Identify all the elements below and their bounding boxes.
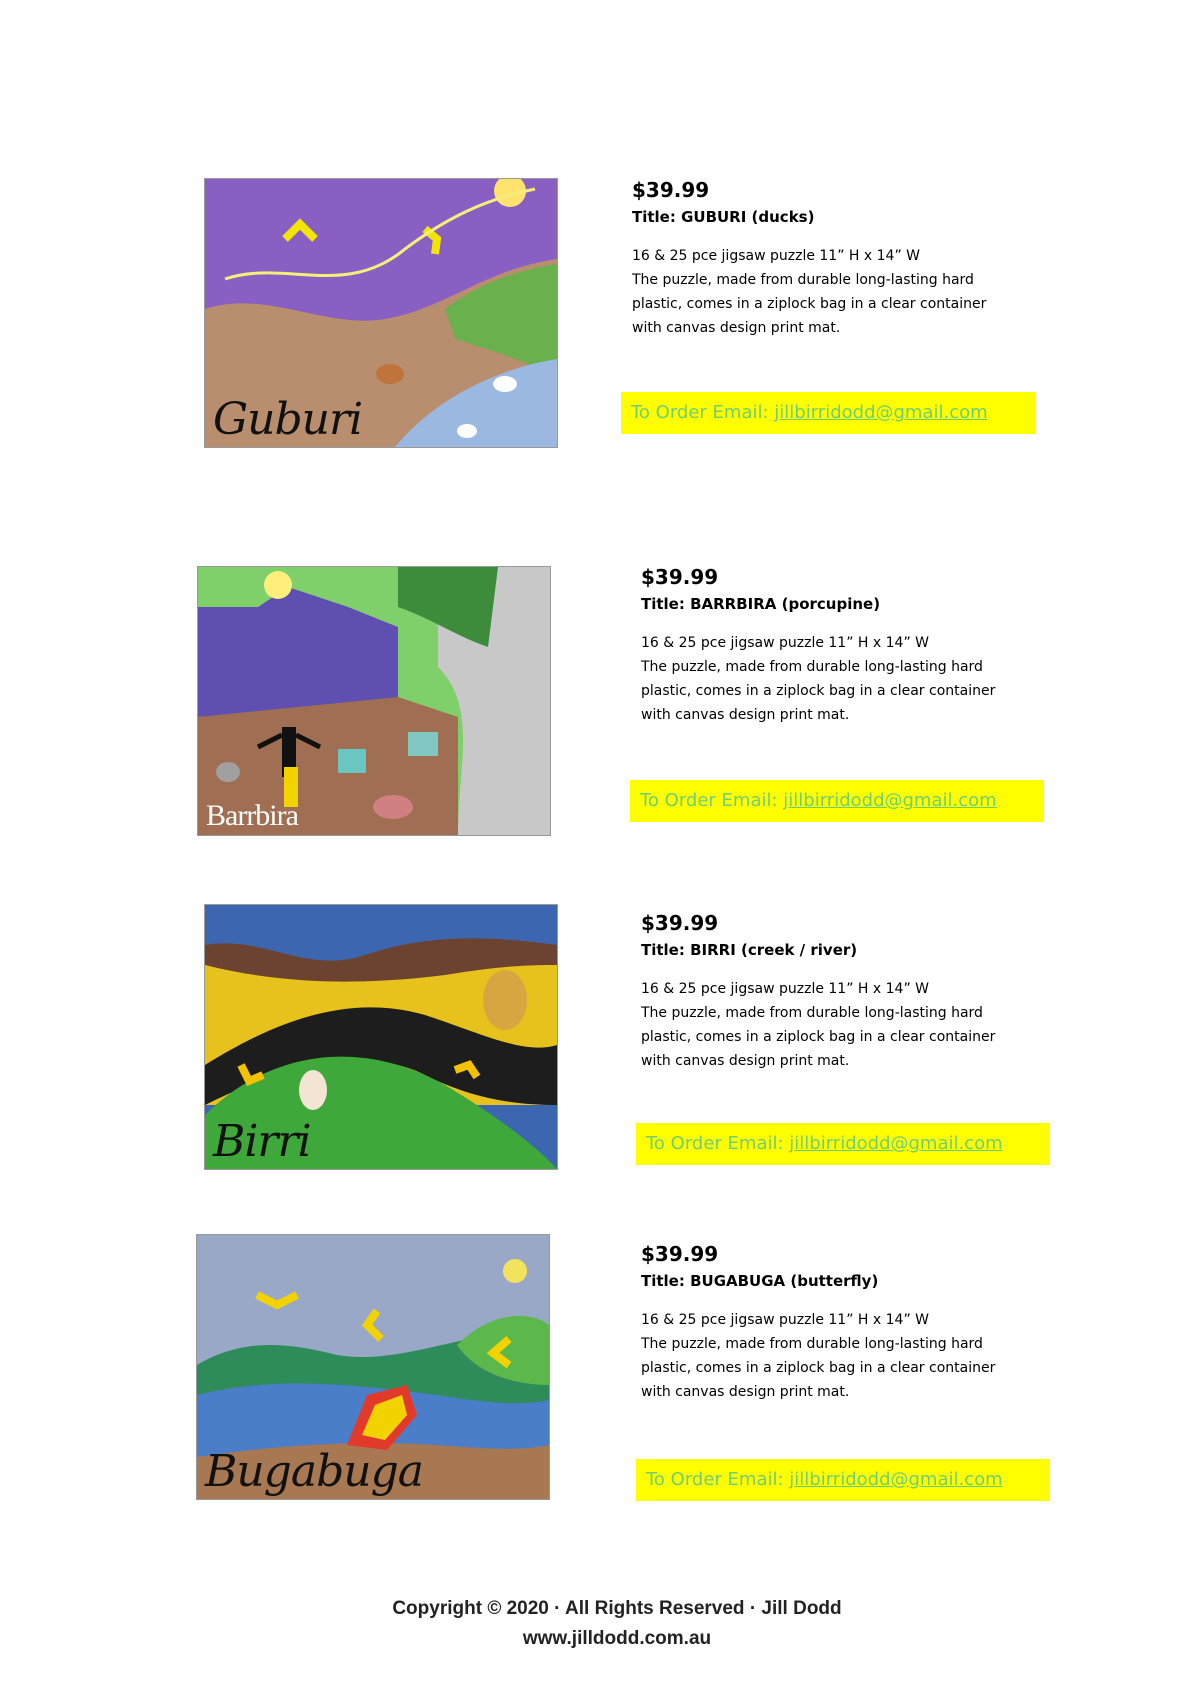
price: $39.99 — [641, 911, 719, 935]
desc-line: plastic, comes in a ziplock bag in a clear container — [641, 1360, 996, 1376]
product-description — [641, 631, 1061, 727]
product-description — [632, 244, 1052, 340]
art-label: Guburi — [213, 394, 363, 445]
desc-line: The puzzle, made from durable long-lasting hard — [641, 659, 983, 675]
order-label: To Order Email: — [646, 1469, 784, 1490]
desc-line: with canvas design print mat. — [641, 1384, 850, 1400]
order-email-box — [636, 1459, 1050, 1501]
desc-line: plastic, comes in a ziplock bag in a clear container — [641, 683, 996, 699]
desc-line: 16 & 25 pce jigsaw puzzle 11” H x 14” W — [641, 635, 929, 651]
product-image-guburi — [204, 178, 558, 448]
product-image-barrbira — [197, 566, 551, 836]
desc-line: with canvas design print mat. — [641, 1053, 850, 1069]
barrbira-artwork — [198, 567, 550, 835]
desc-line: 16 & 25 pce jigsaw puzzle 11” H x 14” W — [641, 981, 929, 997]
email-link[interactable]: jillbirridodd@gmail.com — [774, 402, 988, 423]
desc-line: The puzzle, made from durable long-lasting hard — [632, 272, 974, 288]
product-description — [641, 1308, 1061, 1404]
product-info-bugabuga — [641, 1242, 1061, 1404]
product-title: Title: BARRBIRA (porcupine) — [641, 595, 881, 613]
desc-line: The puzzle, made from durable long-lasting hard — [641, 1005, 983, 1021]
desc-line: The puzzle, made from durable long-lasting hard — [641, 1336, 983, 1352]
desc-line: plastic, comes in a ziplock bag in a clear container — [632, 296, 987, 312]
desc-line: 16 & 25 pce jigsaw puzzle 11” H x 14” W — [641, 1312, 929, 1328]
price: $39.99 — [632, 178, 710, 202]
desc-line: with canvas design print mat. — [641, 707, 850, 723]
order-email-box — [621, 392, 1035, 434]
footer-copyright: Copyright © 2020 · All Rights Reserved · Jill Dodd — [392, 1598, 842, 1619]
product-title: Title: GUBURI (ducks) — [632, 208, 815, 226]
email-link[interactable]: jillbirridodd@gmail.com — [783, 790, 997, 811]
product-title: Title: BIRRI (creek / river) — [641, 941, 858, 959]
order-label: To Order Email: — [646, 1133, 784, 1154]
art-label: Barrbira — [206, 799, 298, 832]
product-image-birri — [204, 904, 558, 1170]
desc-line: 16 & 25 pce jigsaw puzzle 11” H x 14” W — [632, 248, 920, 264]
product-description — [641, 977, 1061, 1073]
product-title: Title: BUGABUGA (butterfly) — [641, 1272, 879, 1290]
order-label: To Order Email: — [640, 790, 778, 811]
product-info-birri — [641, 911, 1061, 1073]
email-link[interactable]: jillbirridodd@gmail.com — [789, 1133, 1003, 1154]
order-label: To Order Email: — [631, 402, 769, 423]
desc-line: plastic, comes in a ziplock bag in a clear container — [641, 1029, 996, 1045]
product-info-guburi — [632, 178, 1052, 340]
email-link[interactable]: jillbirridodd@gmail.com — [789, 1469, 1003, 1490]
art-label: Birri — [213, 1116, 311, 1167]
price: $39.99 — [641, 565, 719, 589]
footer-website[interactable]: www.jilldodd.com.au — [522, 1628, 712, 1649]
price: $39.99 — [641, 1242, 719, 1266]
order-email-box — [636, 1123, 1050, 1165]
desc-line: with canvas design print mat. — [632, 320, 841, 336]
product-image-bugabuga — [196, 1234, 550, 1500]
order-email-box — [630, 780, 1044, 822]
product-info-barrbira — [641, 565, 1061, 727]
art-label: Bugabuga — [205, 1446, 423, 1497]
